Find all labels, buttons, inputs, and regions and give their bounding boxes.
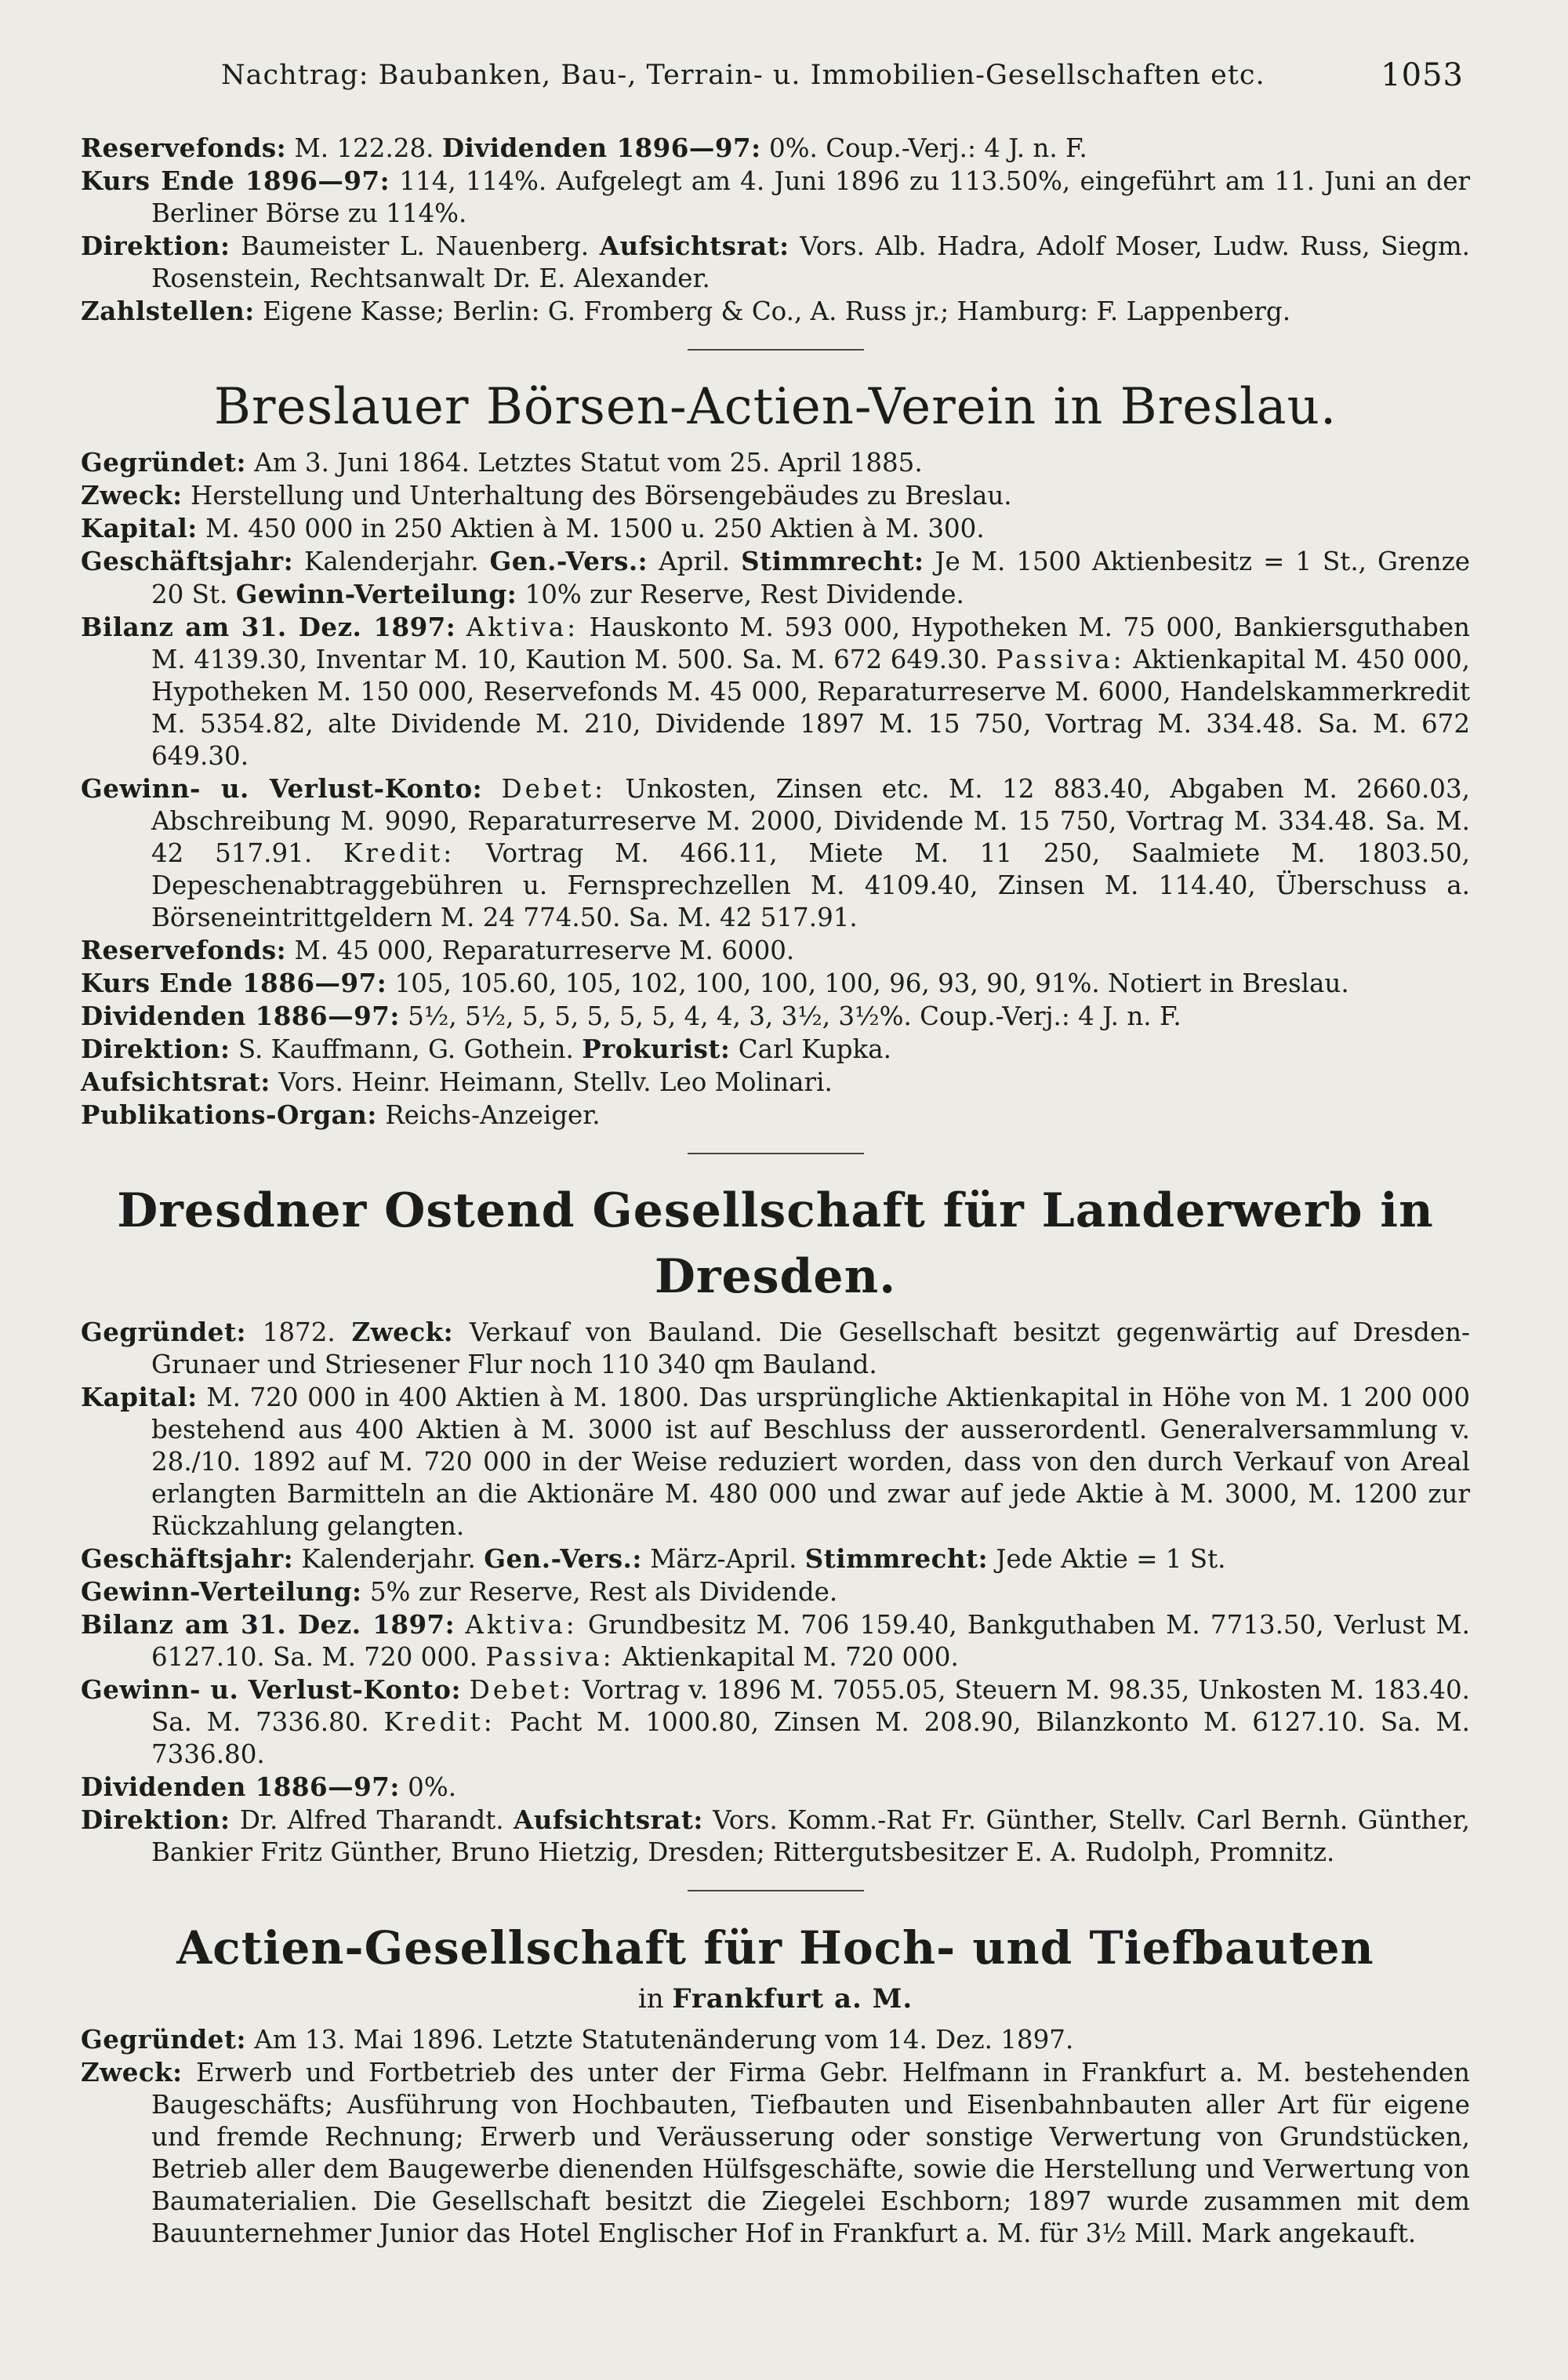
text: Unkosten, Zinsen etc. M. 12 883.40, Abgaben M. 2660.03, Abschreibung M. 9090, Reparaturreserve M. 2000, Dividende M. 15 750, Vortrag M. 334.48. Sa. M. 42 517.91. <box>151 774 1470 868</box>
entry-geschaeftsjahr <box>81 545 1470 611</box>
company-title: Breslauer Börsen-Actien-Verein in Breslau. <box>213 378 1338 436</box>
label: Gewinn- u. Verlust-Konto: <box>81 1674 461 1705</box>
aktiva-label: Aktiva: <box>466 612 579 642</box>
label: Direktion: <box>81 1034 230 1064</box>
entry-zweck <box>81 479 1470 512</box>
text: Reichs-Anzeiger. <box>376 1100 601 1130</box>
location-prefix: in <box>637 1983 673 2015</box>
debet-label: Debet: <box>469 1675 575 1705</box>
text: 105, 105.60, 105, 102, 100, 100, 100, 96, 93, 90, 91%. Notiert in Breslau. <box>387 968 1349 998</box>
company-dresdner-ostend <box>81 1178 1470 1869</box>
aktiva-label: Aktiva: <box>465 1610 578 1640</box>
label: Geschäftsjahr: <box>81 546 294 576</box>
entry-bilanz <box>81 1608 1470 1673</box>
entry-aufsichtsrat <box>81 1066 1470 1099</box>
text: Vors. Komm.-Rat Fr. Günther, Stellv. Carl Bernh. Günther, Bankier Fritz Günther, Bruno Hietzig, Dresden; Rittergutsbesitzer E. A. Rudolph, Promnitz. <box>151 1805 1471 1867</box>
section-divider <box>688 349 864 351</box>
label: Bilanz am 31. Dez. 1897: <box>81 612 456 642</box>
entry-bilanz <box>81 611 1470 772</box>
text: 0%. Coup.-Verj.: 4 J. n. F. <box>760 133 1087 163</box>
text: 5½, 5½, 5, 5, 5, 5, 5, 4, 4, 3, 3½, 3½%. Coup.-Verj.: 4 J. n. F. <box>399 1001 1181 1031</box>
label: Kapital: <box>81 1382 198 1412</box>
label: Kurs Ende 1896—97: <box>81 165 390 196</box>
label: Aufsichtsrat: <box>81 1066 270 1097</box>
label: Gen.-Vers.: <box>484 1543 642 1574</box>
entry-dividenden <box>81 1771 1470 1804</box>
entry-geschaeftsjahr <box>81 1542 1470 1575</box>
label: Zweck: <box>81 480 183 511</box>
debet-label: Debet: <box>501 774 606 804</box>
text: 5% zur Reserve, Rest als Dividende. <box>361 1577 838 1607</box>
label: Kapital: <box>81 513 198 543</box>
passiva-label: Passiva: <box>996 645 1125 674</box>
entry-zahlstellen <box>81 295 1470 328</box>
text: Herstellung und Unterhaltung des Börsengebäudes zu Breslau. <box>182 481 1012 511</box>
label: Gen.-Vers.: <box>489 546 648 576</box>
entry-gewinn-verlust <box>81 1673 1470 1771</box>
page-content <box>81 132 1470 2250</box>
label: Dividenden 1886—97: <box>81 1771 400 1802</box>
label: Gegründet: <box>81 2024 246 2055</box>
company-hoch-tiefbauten <box>81 1915 1470 2250</box>
text: Eigene Kasse; Berlin: G. Fromberg & Co., A. Russ jr.; Hamburg: F. Lappenberg. <box>254 296 1291 326</box>
text: Carl Kupka. <box>730 1034 891 1064</box>
label: Zweck: <box>351 1317 454 1347</box>
text: Erwerb und Fortbetrieb des unter der Firma Gebr. Helfmann in Frankfurt a. M. bestehenden Baugeschäfts; Ausführung von Hochbauten, Tiefbauten und Eisenbahnbauten aller Art für eigene und fremde Rechnung; Erwerb und Veräusserung oder sonstige Verwertung von Grundstücken, Betrieb aller dem Baugewerbe dienenden Hülfsgeschäfte, sowie die Herstellung und Verwertung von Baumaterialien. Die Gesellschaft besitzt die Ziegelei Eschborn; 1897 wurde zusammen mit dem Bauunternehmer Junior das Hotel Englischer Hof in Frankfurt a. M. für 3½ Mill. Mark angekauft. <box>151 2058 1470 2248</box>
text: M. 45 000, Reparaturreserve M. 6000. <box>286 936 795 965</box>
kredit-label: Kredit: <box>343 838 456 868</box>
label: Aufsichtsrat: <box>599 231 789 261</box>
company-title: Dresdner Ostend Gesellschaft für Landerwerb in Dresden. <box>117 1183 1434 1304</box>
label: Direktion: <box>81 231 230 261</box>
label: Geschäftsjahr: <box>81 1543 294 1574</box>
text: 10% zur Reserve, Rest Dividende. <box>517 580 964 609</box>
label: Stimmrecht: <box>741 546 924 576</box>
entry-reservefonds <box>81 132 1470 165</box>
running-header <box>221 55 1464 96</box>
entry-direktion <box>81 1033 1470 1066</box>
text: Vortrag M. 466.11, Miete M. 11 250, Saalmiete M. 1803.50, Depeschenabtraggebühren u. Fernsprechzellen M. 4109.40, Zinsen M. 114.40, Überschuss a. Börseneintrittgeldern M. 24 774.50. Sa. M. 42 517.91. <box>151 838 1470 932</box>
entry-gewinn-verteilung <box>81 1575 1470 1608</box>
section-divider <box>688 1153 864 1154</box>
text: M. 720 000 in 400 Aktien à M. 1800. Das ursprüngliche Aktienkapital in Höhe von M. 1 200 000 bestehend aus 400 Aktien à M. 3000 ist auf Beschluss der ausserordentl. Generalversammlung v. 28./10. 1892 auf M. 720 000 in der Weise reduziert worden, dass von den durch Verkauf von Areal erlangten Barmitteln an die Aktionäre M. 480 000 und zwar auf jede Aktie à M. 3000, M. 1200 zur Rückzahlung gelangten. <box>151 1383 1470 1541</box>
location-city: Frankfurt a. M. <box>672 1983 913 2015</box>
text: Grundbesitz M. 706 159.40, Bankguthaben M. 7713.50, Verlust M. 6127.10. Sa. M. 720 000. <box>151 1610 1470 1672</box>
text: Aktienkapital M. 720 000. <box>614 1642 959 1672</box>
text: Dr. Alfred Tharandt. <box>230 1805 514 1835</box>
label: Prokurist: <box>582 1034 731 1064</box>
passiva-label: Passiva: <box>485 1642 615 1672</box>
label: Stimmrecht: <box>804 1543 989 1574</box>
label: Reservefonds: <box>81 133 287 163</box>
label: Gewinn- u. Verlust-Konto: <box>81 773 483 804</box>
text: Vortrag v. 1896 M. 7055.05, Steuern M. 98.35, Unkosten M. 183.40. Sa. M. 7336.80. <box>151 1675 1470 1737</box>
entry-gegruendet <box>81 2023 1470 2056</box>
text: 0%. <box>399 1772 457 1802</box>
text: Vors. Heinr. Heimann, Stellv. Leo Molinari. <box>270 1067 833 1097</box>
text: 1872. <box>245 1317 352 1347</box>
label: Gegründet: <box>81 1317 246 1347</box>
label: Gewinn-Verteilung: <box>235 579 517 609</box>
text: S. Kauffmann, G. Gothein. <box>230 1034 583 1064</box>
text: Hauskonto M. 593 000, Hypotheken M. 75 000, Bankiersguthaben M. 4139.30, Inventar M. 10, Kaution M. 500. Sa. M. 672 649.30. <box>151 612 1470 674</box>
company-title: Actien-Gesellschaft für Hoch- und Tiefbauten <box>176 1921 1374 1975</box>
entry-dividenden <box>81 1000 1470 1033</box>
label: Reservefonds: <box>81 935 287 965</box>
text: Am 13. Mai 1896. Letzte Statutenänderung vom 14. Dez. 1897. <box>245 2025 1074 2055</box>
entry-gegruendet <box>81 1316 1470 1381</box>
text: Baumeister L. Nauenberg. <box>230 231 600 261</box>
entry-direktion <box>81 230 1470 295</box>
continued-entry <box>81 132 1470 328</box>
text: Pacht M. 1000.80, Zinsen M. 208.90, Bilanzkonto M. 6127.10. Sa. M. 7336.80. <box>151 1707 1470 1769</box>
text: Kalenderjahr. <box>293 1544 485 1574</box>
text: M. 122.28. <box>286 133 442 163</box>
page-number: 1053 <box>1381 57 1464 93</box>
text: Aktienkapital M. 450 000, Hypotheken M. 150 000, Reservefonds M. 45 000, Reparaturreserve M. 6000, Handelskammerkredit M. 5354.82, alte Dividende M. 210, Dividende 1897 M. 15 750, Vortrag M. 334.48. Sa. M. 672 649.30. <box>151 645 1470 771</box>
text: Je M. 1500 Aktienbesitz = 1 St., Grenze 20 St. <box>151 547 1471 609</box>
text: Jede Aktie = 1 St. <box>988 1544 1226 1574</box>
label: Kurs Ende 1886—97: <box>81 968 387 998</box>
entry-kapital <box>81 1381 1470 1542</box>
entry-reservefonds <box>81 934 1470 967</box>
entry-gewinn-verlust <box>81 772 1470 934</box>
company-breslauer-boersen <box>81 374 1470 1132</box>
company-location <box>81 1981 1470 2017</box>
entry-direktion <box>81 1804 1470 1869</box>
text: M. 450 000 in 250 Aktien à M. 1500 u. 250 Aktien à M. 300. <box>197 514 985 543</box>
label: Publikations-Organ: <box>81 1099 377 1130</box>
entry-zweck <box>81 2056 1470 2250</box>
text: Verkauf von Bauland. Die Gesellschaft besitzt gegenwärtig auf Dresden-Grunaer und Striesener Flur noch 110 340 qm Bauland. <box>151 1317 1471 1379</box>
text: 114, 114%. Aufgelegt am 4. Juni 1896 zu 113.50%, eingeführt am 11. Juni an der Berliner Börse zu 114%. <box>151 166 1470 228</box>
text: April. <box>648 547 742 576</box>
label: Zweck: <box>81 2057 183 2087</box>
label: Zahlstellen: <box>81 296 255 326</box>
label: Aufsichtsrat: <box>513 1804 703 1835</box>
text: Am 3. Juni 1864. Letztes Statut vom 25. April 1885. <box>245 448 923 478</box>
entry-gegruendet <box>81 446 1470 479</box>
entry-kurs <box>81 967 1470 1000</box>
label: Dividenden 1886—97: <box>81 1001 400 1031</box>
text: Kalenderjahr. <box>293 547 490 576</box>
text: März-April. <box>641 1544 805 1574</box>
entry-kurs <box>81 165 1470 230</box>
label: Bilanz am 31. Dez. 1897: <box>81 1609 456 1640</box>
label: Dividenden 1896—97: <box>441 133 761 163</box>
label: Gegründet: <box>81 447 246 478</box>
text: Vors. Alb. Hadra, Adolf Moser, Ludw. Russ, Siegm. Rosenstein, Rechtsanwalt Dr. E. Alexander. <box>151 231 1471 293</box>
kredit-label: Kredit: <box>383 1707 495 1737</box>
label: Direktion: <box>81 1804 230 1835</box>
section-divider <box>688 1890 864 1891</box>
running-title: Nachtrag: Baubanken, Bau-, Terrain- u. Immobilien-Gesellschaften etc. <box>221 60 1265 91</box>
entry-publikations-organ <box>81 1099 1470 1132</box>
label: Gewinn-Verteilung: <box>81 1576 362 1607</box>
entry-kapital <box>81 512 1470 545</box>
